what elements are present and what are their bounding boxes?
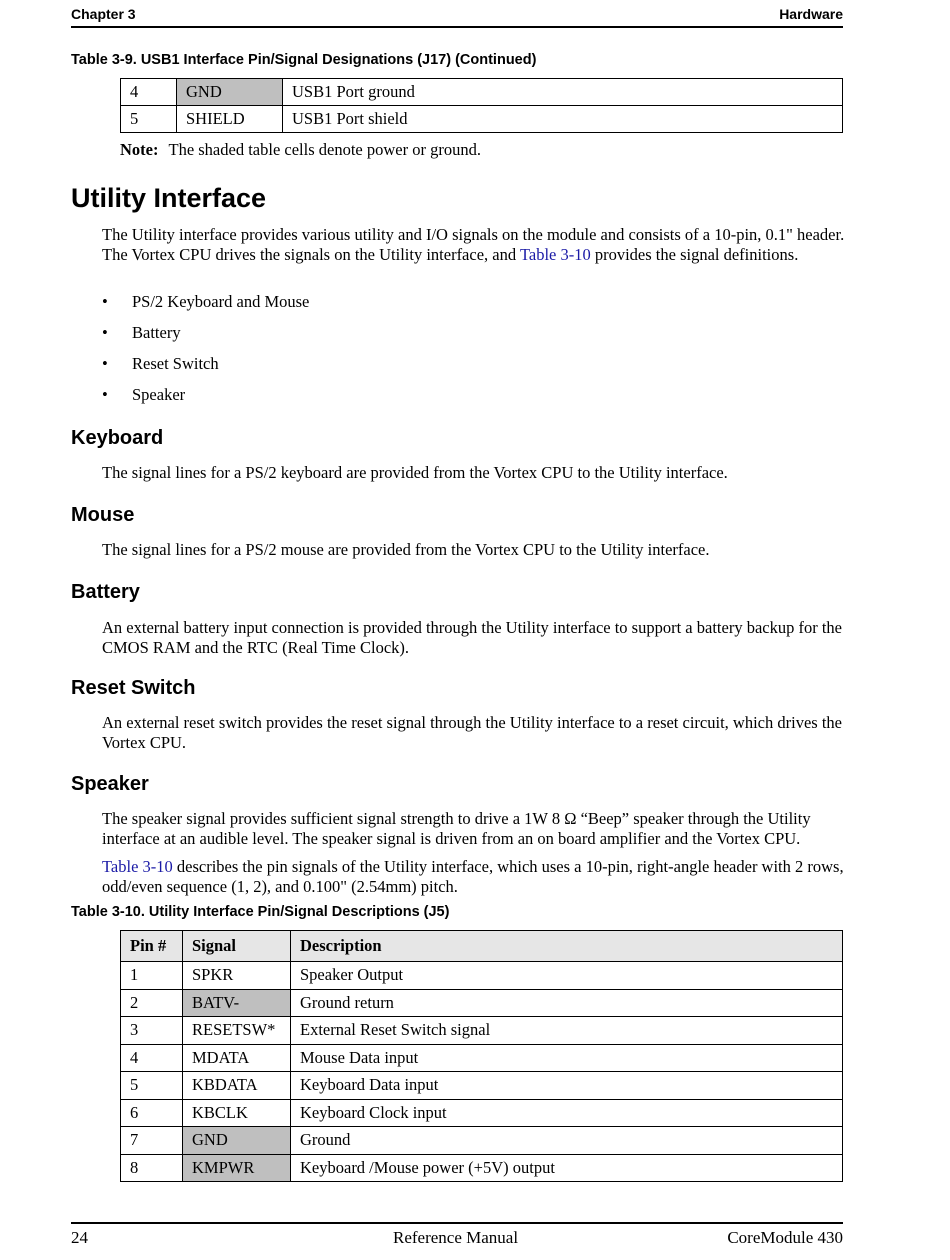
pin-cell: 3 [121, 1017, 183, 1045]
signal-cell: RESETSW* [183, 1017, 291, 1045]
pin-cell: 4 [121, 79, 177, 106]
description-cell: Keyboard /Mouse power (+5V) output [291, 1154, 843, 1182]
subsection-title: Battery [71, 581, 140, 603]
table-caption: Table 3-9. USB1 Interface Pin/Signal Designations (J17) (Continued) [71, 52, 537, 68]
signal-cell: BATV- [183, 989, 291, 1017]
intro-text-2: provides the signal definitions. [590, 244, 799, 264]
description-cell: USB1 Port ground [283, 79, 843, 106]
intro-text-1: The Utility interface provides various utility and I/O signals on the module and consists of a 10-pin, 0.1" header. The Vortex CPU drives the signals on the Utility interface, and [102, 225, 845, 264]
table-row [121, 1072, 843, 1100]
table-row [121, 1044, 843, 1072]
table-ref-text: describes the pin signals of the Utility interface, which uses a 10-pin, right-angle header with 2 rows, odd/even sequence (1, 2), and 0.100" (2.54mm) pitch. [102, 857, 844, 896]
battery-paragraph: An external battery input connection is provided through the Utility interface to support a battery backup for the CMOS RAM and the RTC (Real Time Clock). [102, 618, 842, 657]
pin-cell: 1 [121, 962, 183, 990]
list-item-text: Battery [132, 323, 181, 342]
table-caption: Table 3-10. Utility Interface Pin/Signal Descriptions (J5) [71, 904, 450, 920]
keyboard-paragraph: The signal lines for a PS/2 keyboard are provided from the Vortex CPU to the Utility interface. [102, 463, 728, 482]
description-cell: External Reset Switch signal [291, 1017, 843, 1045]
table-note [120, 140, 481, 160]
bullet-icon: • [102, 292, 108, 311]
section-title: Utility Interface [71, 183, 267, 213]
pin-cell: 8 [121, 1154, 183, 1182]
bullet-icon: • [102, 323, 108, 342]
reset-paragraph: An external reset switch provides the reset signal through the Utility interface to a reset circuit, which drives the Vortex CPU. [102, 713, 842, 752]
table-reference-link[interactable]: Table 3-10 [519, 244, 591, 264]
bullet-icon: • [102, 385, 108, 404]
bullet-icon: • [102, 354, 108, 373]
subsection-title: Reset Switch [71, 677, 196, 699]
header-section: Hardware [779, 6, 843, 22]
signal-cell: KBDATA [183, 1072, 291, 1100]
table-row [121, 1154, 843, 1182]
subsection-title: Mouse [71, 504, 135, 526]
subsection-title: Keyboard [71, 427, 164, 449]
list-item-text: Speaker [132, 385, 186, 404]
usb1-pin-table [120, 78, 843, 133]
signal-cell: KBCLK [183, 1099, 291, 1127]
footer-title: Reference Manual [393, 1228, 519, 1247]
table-ref-paragraph [102, 857, 847, 896]
pin-cell: 2 [121, 989, 183, 1017]
description-cell: Keyboard Clock input [291, 1099, 843, 1127]
signal-cell: KMPWR [183, 1154, 291, 1182]
description-cell: Mouse Data input [291, 1044, 843, 1072]
column-header-pin: Pin # [121, 931, 183, 962]
column-header-description: Description [291, 931, 843, 962]
signal-cell: GND [183, 1127, 291, 1155]
pin-cell: 5 [121, 1072, 183, 1100]
description-cell: Speaker Output [291, 962, 843, 990]
list-item-text: Reset Switch [132, 354, 219, 373]
table-reference-link[interactable]: Table 3-10 [102, 857, 173, 876]
table-row [121, 962, 843, 990]
page-header [71, 6, 843, 28]
note-label: Note: [120, 140, 159, 159]
table-row [121, 1017, 843, 1045]
signal-cell: GND [177, 79, 283, 106]
header-chapter: Chapter 3 [71, 6, 136, 22]
pin-cell: 5 [121, 106, 177, 133]
pin-cell: 7 [121, 1127, 183, 1155]
page-number: 24 [71, 1228, 88, 1247]
mouse-paragraph: The signal lines for a PS/2 mouse are provided from the Vortex CPU to the Utility interface. [102, 540, 710, 559]
table-header-row [121, 931, 843, 962]
speaker-paragraph: The speaker signal provides sufficient signal strength to drive a 1W 8 Ω “Beep” speaker through the Utility interface at an audible level. The speaker signal is driven from an on board amplifier and the Vortex CPU. [102, 809, 811, 848]
signal-cell: MDATA [183, 1044, 291, 1072]
column-header-signal: Signal [183, 931, 291, 962]
table-row [121, 106, 843, 133]
table-row [121, 1127, 843, 1155]
table-row [121, 1099, 843, 1127]
description-cell: Keyboard Data input [291, 1072, 843, 1100]
footer-product: CoreModule 430 [727, 1228, 843, 1247]
pin-cell: 6 [121, 1099, 183, 1127]
intro-paragraph [102, 225, 847, 264]
description-cell: Ground return [291, 989, 843, 1017]
table-row [121, 989, 843, 1017]
subsection-title: Speaker [71, 773, 149, 795]
page-footer [71, 1222, 843, 1254]
description-cell: USB1 Port shield [283, 106, 843, 133]
list-item-text: PS/2 Keyboard and Mouse [132, 292, 310, 311]
pin-cell: 4 [121, 1044, 183, 1072]
table-row [121, 79, 843, 106]
description-cell: Ground [291, 1127, 843, 1155]
note-text: The shaded table cells denote power or ground. [168, 140, 481, 159]
signal-cell: SPKR [183, 962, 291, 990]
utility-pin-table [120, 930, 843, 1182]
signal-cell: SHIELD [177, 106, 283, 133]
